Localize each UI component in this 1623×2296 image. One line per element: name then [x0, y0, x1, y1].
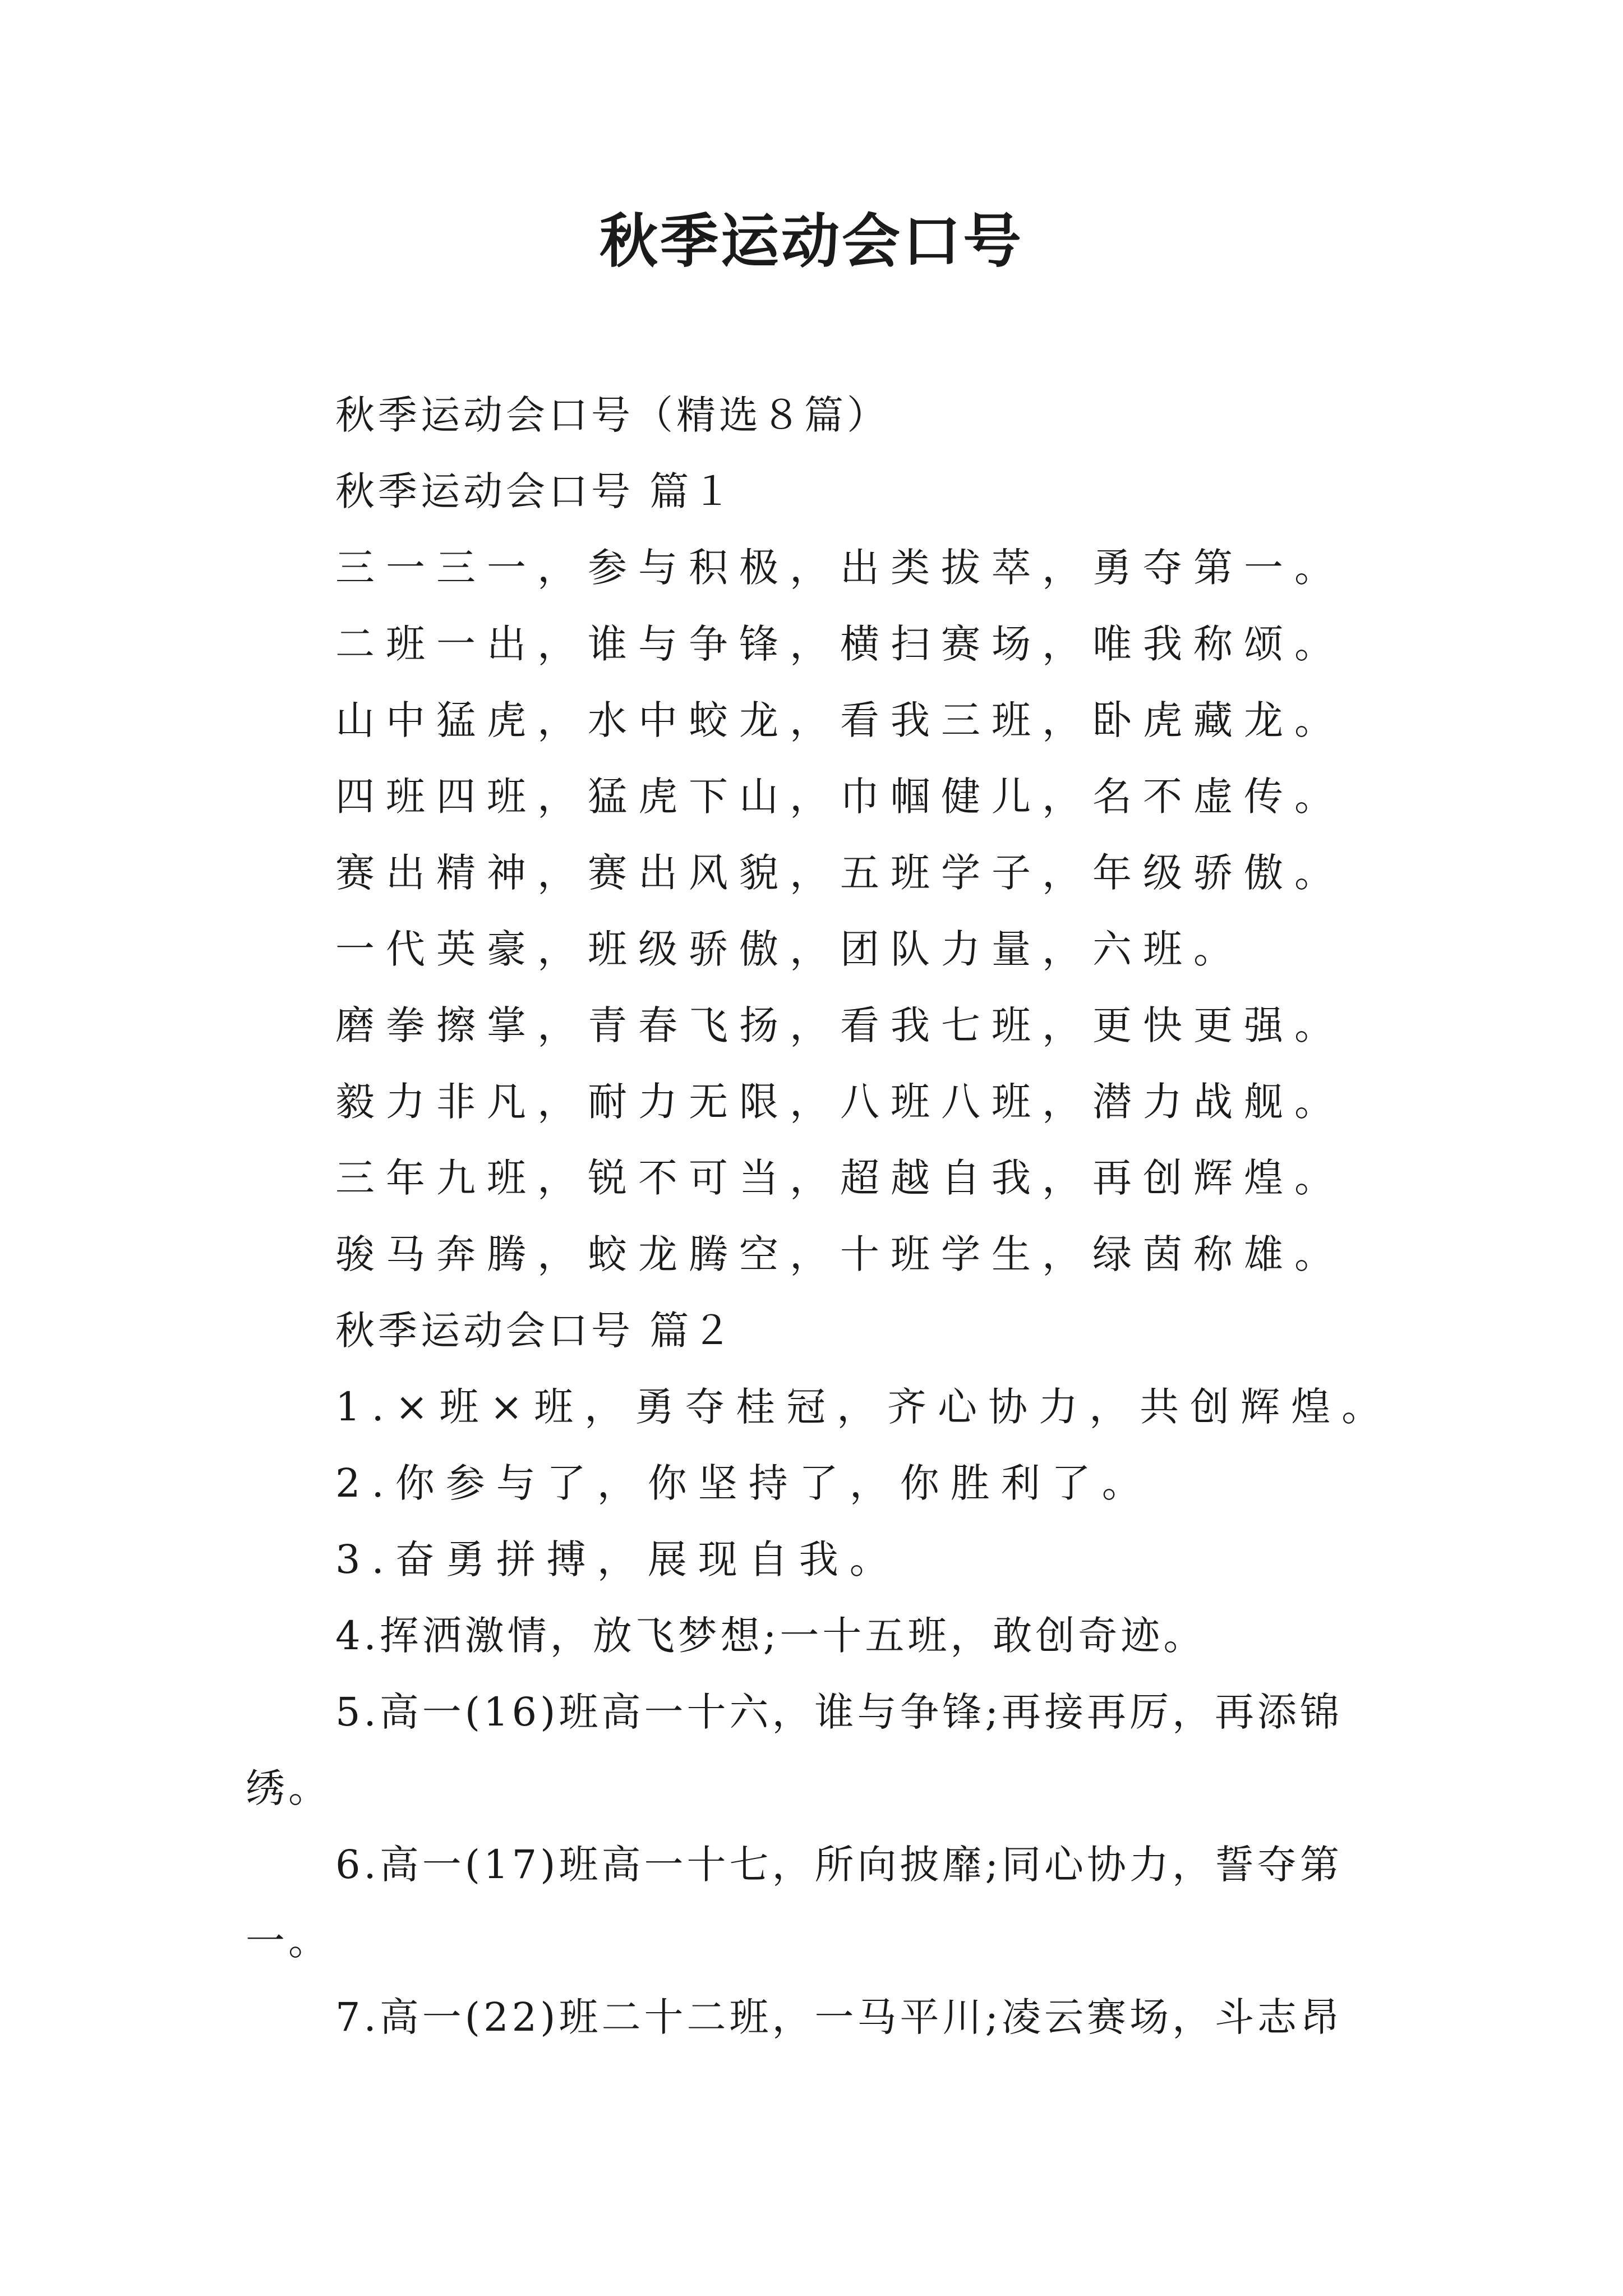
numbered-slogan-line: 1.×班×班，勇夺桂冠，齐心协力，共创辉煌。: [335, 1384, 1393, 1430]
numbered-slogan-line: 3.奋勇拼搏，展现自我。: [335, 1536, 900, 1582]
numbered-slogan-line: 6.高一(17)班高一十七，所向披靡;同心协力，誓夺第: [335, 1842, 1343, 1888]
slogan-line: 二班一出，谁与争锋，横扫赛场，唯我称颂。: [335, 621, 1345, 667]
section-heading-1: 秋季运动会口号 篇１: [335, 468, 735, 514]
slogan-line: 磨拳擦掌，青春飞扬，看我七班，更快更强。: [335, 1002, 1345, 1048]
document-title: 秋季运动会口号: [599, 206, 1023, 275]
slogan-line: 一代英豪，班级骄傲，团队力量，六班。: [335, 926, 1244, 972]
numbered-slogan-line: 2.你参与了，你坚持了，你胜利了。: [335, 1460, 1152, 1506]
numbered-slogan-continuation: 绣。: [246, 1765, 331, 1811]
slogan-line: 毅力非凡，耐力无限，八班八班，潜力战舰。: [335, 1079, 1345, 1125]
subtitle-line: 秋季运动会口号（精选８篇）: [335, 392, 889, 438]
section-heading-2: 秋季运动会口号 篇２: [335, 1308, 735, 1354]
slogan-line: 骏马奔腾，蛟龙腾空，十班学生，绿茵称雄。: [335, 1231, 1345, 1277]
numbered-slogan-line: 7.高一(22)班二十二班，一马平川;凌云赛场，斗志昂: [335, 1994, 1343, 2040]
slogan-line: 三一三一，参与积极，出类拔萃，勇夺第一。: [335, 545, 1345, 591]
numbered-slogan-line: 5.高一(16)班高一十六，谁与争锋;再接再厉，再添锦: [335, 1689, 1343, 1735]
slogan-line: 赛出精神，赛出风貌，五班学子，年级骄傲。: [335, 850, 1345, 896]
numbered-slogan-line: 4.挥洒激情，放飞梦想;一十五班，敢创奇迹。: [335, 1613, 1206, 1659]
slogan-line: 三年九班，锐不可当，超越自我，再创辉煌。: [335, 1155, 1345, 1201]
slogan-line: 山中猛虎，水中蛟龙，看我三班，卧虎藏龙。: [335, 697, 1345, 743]
numbered-slogan-continuation: 一。: [246, 1918, 331, 1964]
slogan-line: 四班四班，猛虎下山，巾帼健儿，名不虚传。: [335, 774, 1345, 820]
